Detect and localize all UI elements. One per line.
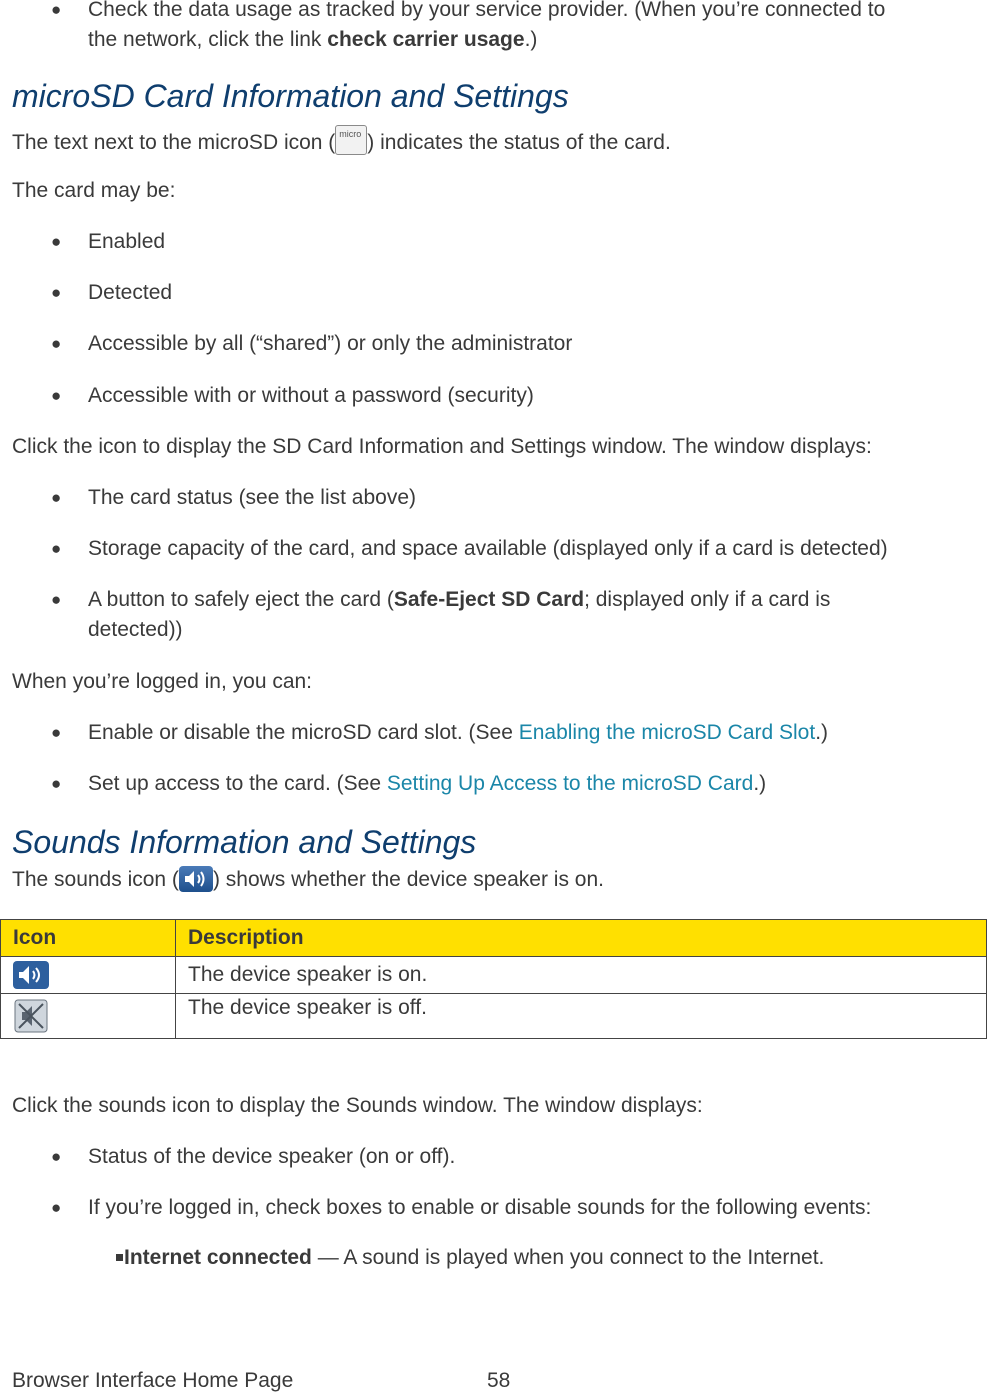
speaker-off-icon: [13, 999, 49, 1033]
table-row: [1, 957, 987, 994]
setting-up-access-link[interactable]: Setting Up Access to the microSD Card: [386, 772, 754, 795]
table-header-description: Description: [176, 920, 987, 957]
safe-eject-label: Safe-Eject SD Card: [393, 588, 585, 611]
check-carrier-usage-link[interactable]: check carrier usage: [327, 28, 525, 51]
sounds-click-text: Click the sounds icon to display the Sounds window. The window displays:: [12, 1094, 703, 1117]
table-header-icon: Icon: [1, 920, 176, 957]
microsd-icon: micro: [335, 125, 367, 155]
sounds-intro: The sounds icon ( ) shows whether the device speaker is on.: [12, 868, 604, 891]
table-row: [1, 994, 987, 1039]
row-description: The device speaker is on.: [176, 957, 987, 994]
speaker-icon: [179, 866, 213, 892]
enabling-microsd-link[interactable]: Enabling the microSD Card Slot: [518, 721, 816, 744]
sounds-icon-table: [0, 919, 987, 1039]
square-bullet-icon: [116, 1254, 123, 1261]
footer-title: Browser Interface Home Page: [12, 1369, 294, 1392]
page-number: 58: [487, 1369, 511, 1392]
speaker-on-icon: [13, 961, 49, 989]
microsd-click-text: Click the icon to display the SD Card Information and Settings window. The window displays:: [12, 435, 872, 458]
section-heading-sounds: Sounds Information and Settings: [12, 824, 477, 860]
row-description: The device speaker is off.: [176, 994, 987, 1039]
card-may-be-text: The card may be:: [12, 179, 176, 202]
section-heading-microsd: microSD Card Information and Settings: [12, 78, 569, 114]
logged-in-text: When you’re logged in, you can:: [12, 670, 313, 693]
microsd-intro: The text next to the microSD icon ( micro ) indicates the status of the card.: [12, 125, 977, 158]
